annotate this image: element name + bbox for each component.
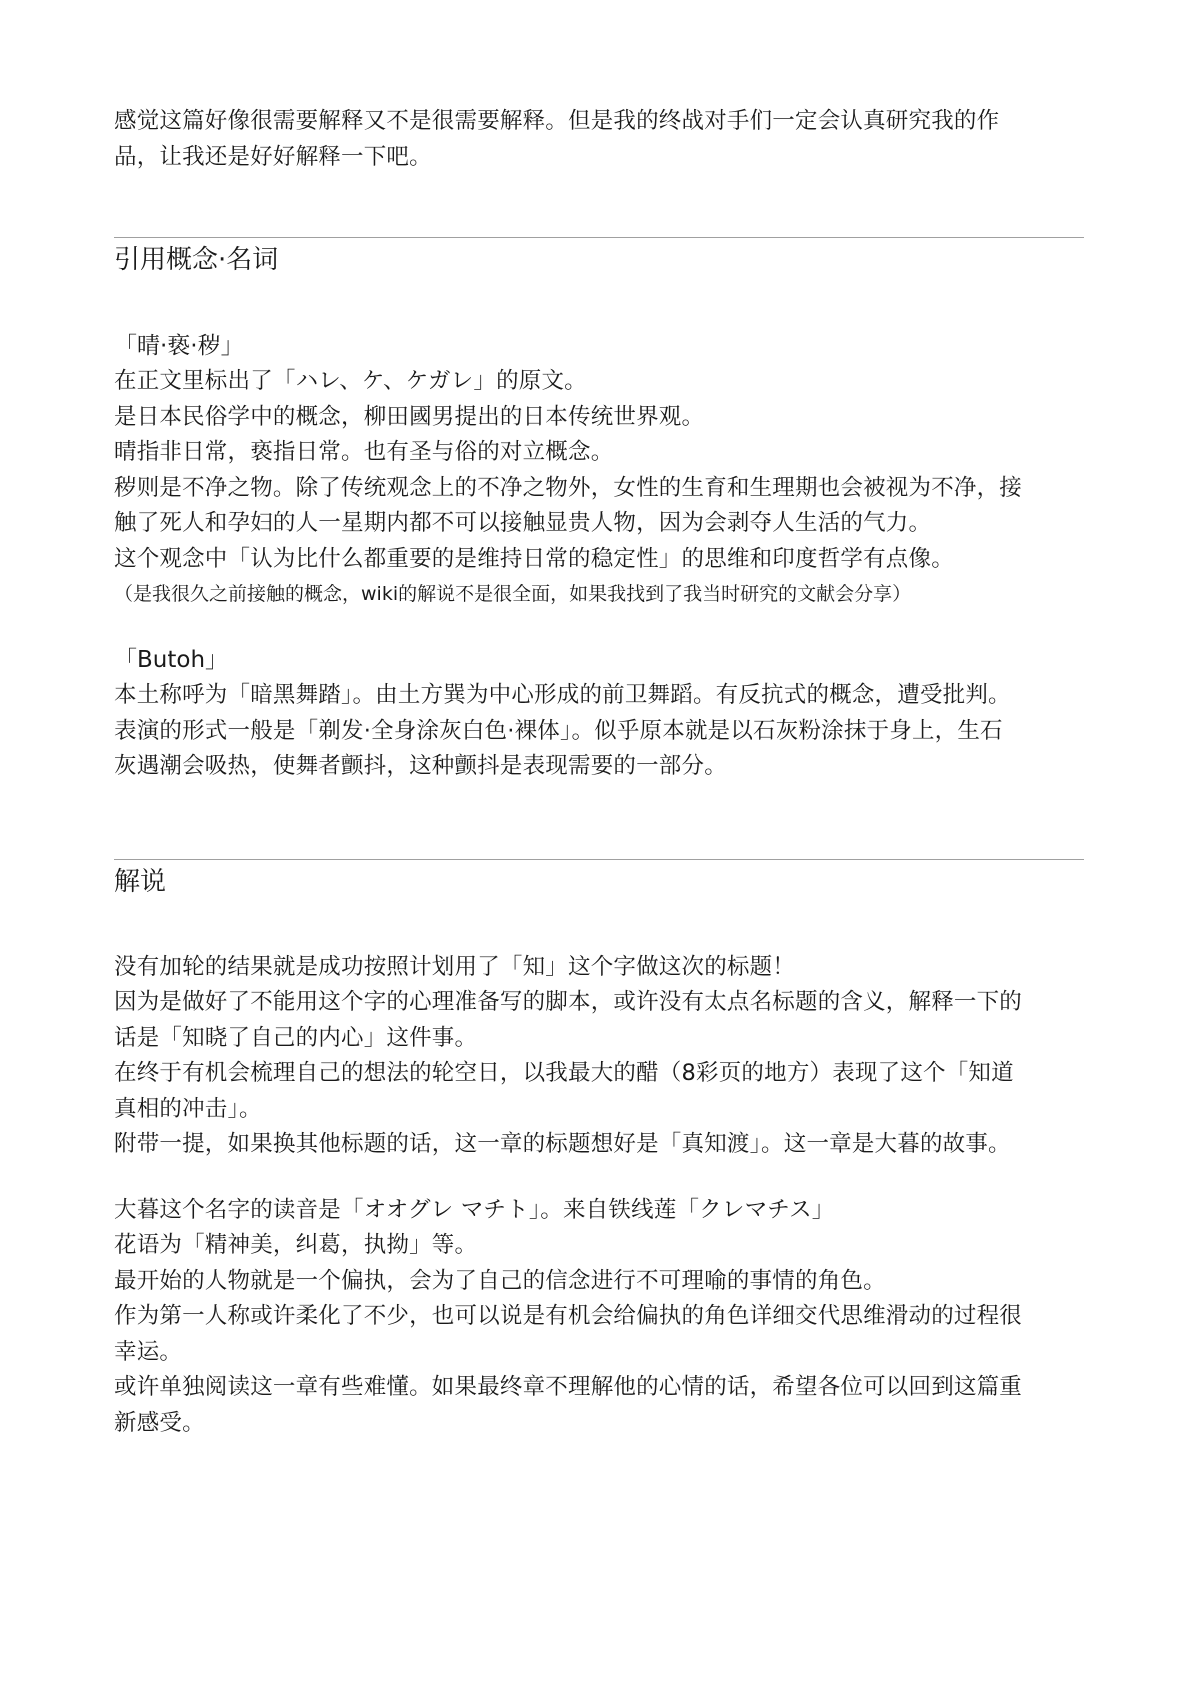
commentary-line: 新感受。 (114, 1409, 205, 1436)
term-note: （是我很久之前接触的概念，wiki的解说不是很全面，如果我找到了我当时研究的文献会分享） (114, 583, 912, 605)
commentary-line: 在终于有机会梳理自己的想法的轮空日，以我最大的醋（8彩页的地方）表现了这个「知道 (114, 1060, 1014, 1086)
term-line: 本土称呼为「暗黑舞踏」。由土方巽为中心形成的前卫舞蹈。有反抗式的概念，遭受批判。 (114, 682, 1011, 708)
commentary-line: 花语为「精神美，纠葛，执拗」等。 (114, 1232, 478, 1258)
term-hare-ke-kegare (114, 328, 1084, 612)
term-line: 表演的形式一般是「剃发·全身涂灰白色·裸体」。似乎原本就是以石灰粉涂抹于身上，生石 (114, 717, 1003, 744)
term-title: 「晴·亵·秽」 (114, 333, 244, 359)
commentary-line: 大暮这个名字的读音是「オオグレ マチト」。来自铁线莲「クレマチス」 (114, 1196, 835, 1223)
document-page (114, 104, 1084, 1441)
intro-line: 感觉这篇好像很需要解释又不是很需要解释。但是我的终战对手们一定会认真研究我的作 (114, 108, 1000, 134)
commentary-line: 最开始的人物就是一个偏执，会为了自己的信念进行不可理喻的事情的角色。 (114, 1267, 886, 1294)
term-line: 晴指非日常，亵指日常。也有圣与俗的对立概念。 (114, 439, 614, 465)
commentary-line: 或许单独阅读这一章有些难懂。如果最终章不理解他的心情的话，希望各位可以回到这篇重 (114, 1374, 1023, 1400)
term-title: 「Butoh」 (114, 647, 229, 673)
term-butoh (114, 642, 1084, 785)
term-line: 是日本民俗学中的概念，柳田國男提出的日本传统世界观。 (114, 403, 705, 430)
commentary-paragraph-1 (114, 950, 1084, 1163)
commentary-line: 话是「知晓了自己的内心」这件事。 (114, 1024, 478, 1051)
commentary-line: 真相的冲击」。 (114, 1095, 262, 1122)
commentary-paragraph-2 (114, 1193, 1084, 1442)
commentary-line: 幸运。 (114, 1338, 183, 1365)
intro-line: 品，让我还是好好解释一下吧。 (114, 143, 432, 170)
commentary-line: 作为第一人称或许柔化了不少，也可以说是有机会给偏执的角色详细交代思维滑动的过程很 (114, 1303, 1023, 1329)
intro-paragraph (114, 104, 1084, 175)
commentary-line: 没有加轮的结果就是成功按照计划用了「知」这个字做这次的标题！ (114, 953, 796, 980)
term-line: 这个观念中「认为比什么都重要的是维持日常的稳定性」的思维和印度哲学有点像。 (114, 545, 954, 572)
commentary-line: 因为是做好了不能用这个字的心理准备写的脚本，或许没有太点名标题的含义，解释一下的 (114, 989, 1023, 1015)
commentary-line: 附带一提，如果换其他标题的话，这一章的标题想好是「真知渡」。这一章是大暮的故事。 (114, 1131, 1011, 1157)
term-line: 灰遇潮会吸热，使舞者颤抖，这种颤抖是表现需要的一部分。 (114, 753, 727, 779)
term-line: 触了死人和孕妇的人一星期内都不可以接触显贵人物，因为会剥夺人生活的气力。 (114, 510, 932, 536)
section-title-concepts: 引用概念·名词 (114, 245, 279, 275)
section-title-commentary: 解说 (114, 866, 167, 897)
term-line: 在正文里标出了「ハレ、ケ、ケガレ」的原文。 (114, 368, 587, 394)
term-line: 秽则是不净之物。除了传统观念上的不净之物外，女性的生育和生理期也会被视为不净，接 (114, 474, 1023, 501)
